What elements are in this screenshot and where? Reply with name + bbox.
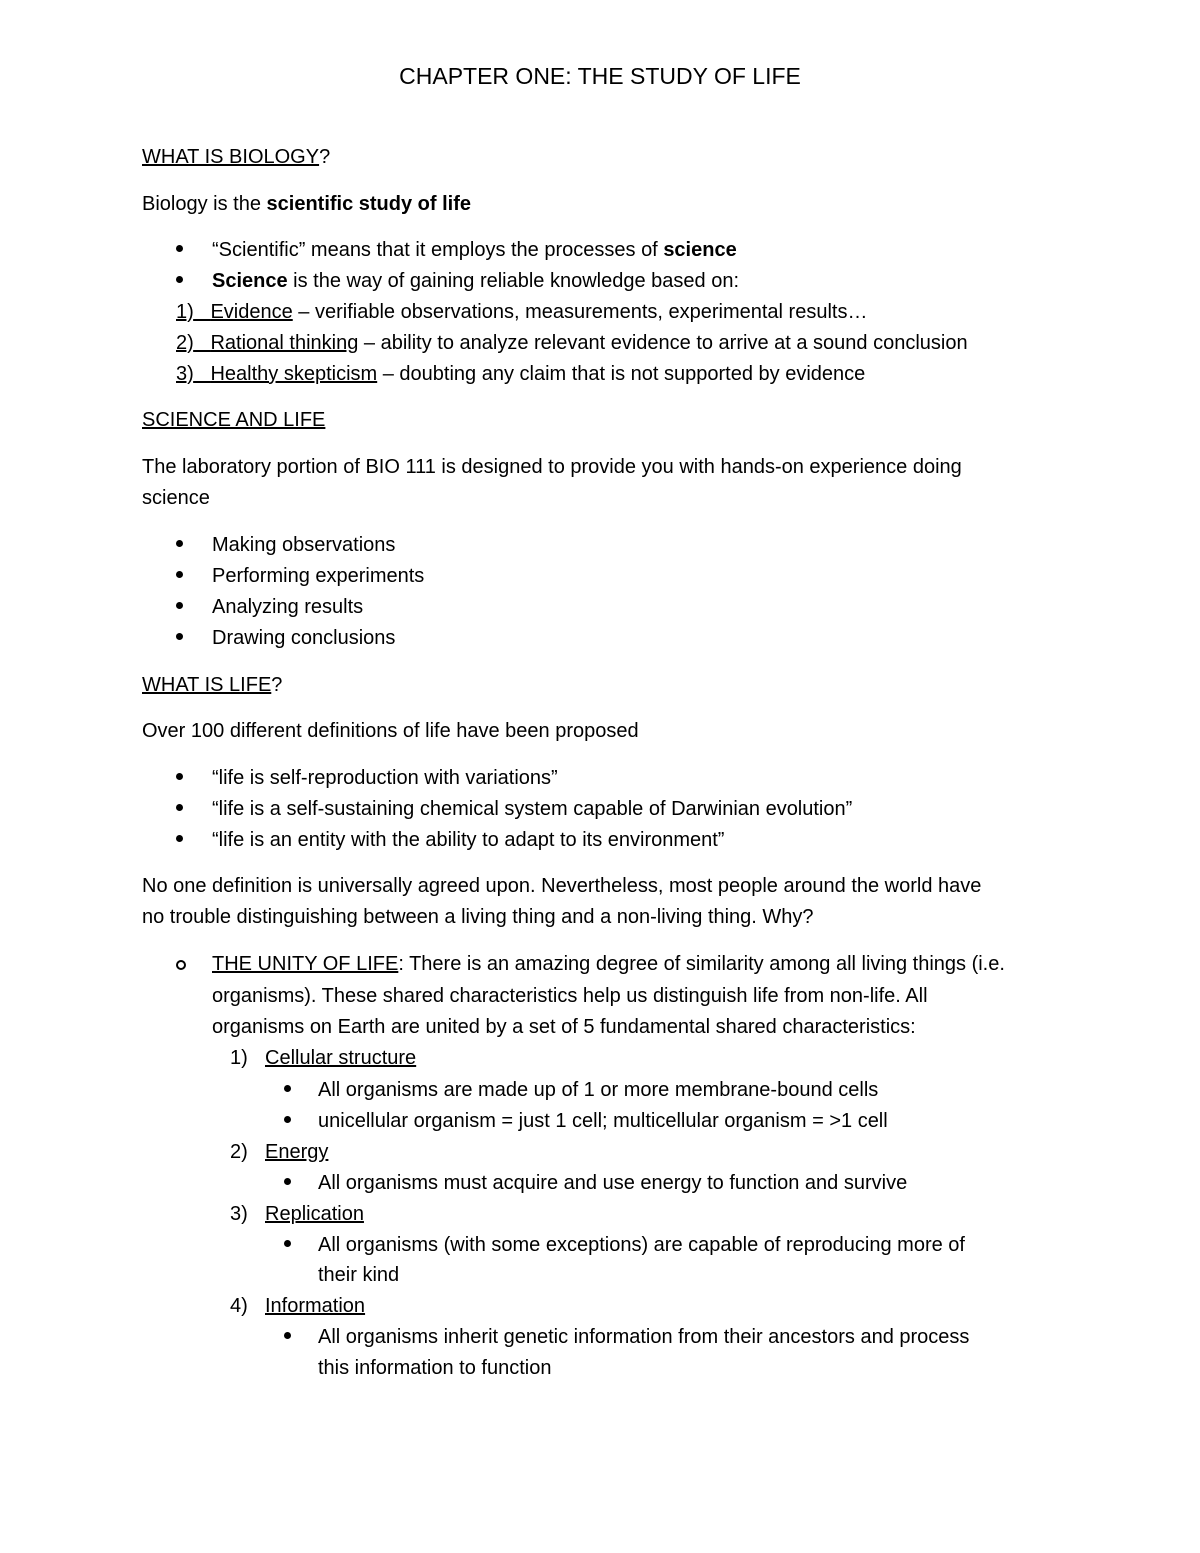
item-text: “Scientific” means that it employs the processes of xyxy=(212,239,664,261)
intro-bold: scientific study of life xyxy=(266,193,471,215)
heading-question-mark: ? xyxy=(271,674,283,696)
item-number: 3) xyxy=(176,363,194,385)
item-number: 2) xyxy=(230,1141,248,1163)
characteristic-term: Energy xyxy=(265,1141,329,1163)
list-item-continuation: their kind xyxy=(318,1264,400,1286)
list-item: All organisms are made up of 1 or more membrane-bound cells xyxy=(318,1079,879,1101)
unity-text: : There is an amazing degree of similarity among all living things (i.e. xyxy=(398,953,1005,975)
page-title: CHAPTER ONE: THE STUDY OF LIFE xyxy=(399,63,801,89)
paragraph-line: science xyxy=(142,487,210,509)
biology-definition xyxy=(142,192,471,216)
item-number: 2) xyxy=(176,332,194,354)
bullet-icon xyxy=(176,773,183,780)
paragraph-line: no trouble distinguishing between a living thing and a non-living thing. Why? xyxy=(142,906,814,928)
item-number: 3) xyxy=(230,1203,248,1225)
unity-term: THE UNITY OF LIFE xyxy=(212,953,399,975)
bullet-icon xyxy=(284,1116,291,1123)
item-number-and-term xyxy=(176,363,377,385)
paragraph-line: Over 100 different definitions of life have been proposed xyxy=(142,720,639,742)
characteristic-term: Replication xyxy=(265,1203,364,1225)
list-item xyxy=(212,269,739,293)
paragraph-line: organisms on Earth are united by a set of 5 fundamental shared characteristics: xyxy=(212,1016,916,1038)
item-text: – doubting any claim that is not supported by evidence xyxy=(377,363,866,385)
section-heading-life xyxy=(142,673,282,697)
bullet-icon xyxy=(284,1240,291,1247)
intro-text: Biology is the xyxy=(142,193,267,215)
paragraph-line: organisms). These shared characteristics help us distinguish life from non-life. All xyxy=(212,985,928,1007)
bullet-icon xyxy=(176,540,183,547)
numbered-item xyxy=(176,331,968,355)
item-term: Evidence xyxy=(210,301,293,323)
bullet-icon xyxy=(176,835,183,842)
paragraph-line: No one definition is universally agreed upon. Nevertheless, most people around the world have xyxy=(142,875,982,897)
list-item: Performing experiments xyxy=(212,565,425,587)
list-item: All organisms (with some exceptions) are capable of reproducing more of xyxy=(318,1234,965,1256)
item-term: Healthy skepticism xyxy=(210,363,378,385)
section-heading-science: SCIENCE AND LIFE xyxy=(142,409,326,431)
heading-text: WHAT IS BIOLOGY xyxy=(142,146,320,168)
list-item: Drawing conclusions xyxy=(212,627,396,649)
bullet-icon xyxy=(176,245,183,252)
bullet-icon xyxy=(176,276,183,283)
list-item: “life is an entity with the ability to adapt to its environment” xyxy=(212,829,725,851)
item-number-and-term xyxy=(176,332,358,354)
characteristic-term: Cellular structure xyxy=(265,1047,417,1069)
bullet-icon xyxy=(176,602,183,609)
list-item: Making observations xyxy=(212,534,396,556)
heading-question-mark: ? xyxy=(319,146,331,168)
circle-bullet-icon xyxy=(176,960,186,970)
item-number: 1) xyxy=(230,1047,248,1069)
item-term: Rational thinking xyxy=(210,332,359,354)
bullet-icon xyxy=(176,804,183,811)
list-item: “life is self-reproduction with variations” xyxy=(212,767,558,789)
list-item: “life is a self-sustaining chemical system capable of Darwinian evolution” xyxy=(212,798,853,820)
numbered-item xyxy=(176,300,867,324)
list-item: unicellular organism = just 1 cell; multicellular organism = >1 cell xyxy=(318,1110,888,1132)
item-text: – ability to analyze relevant evidence to arrive at a sound conclusion xyxy=(358,332,968,354)
characteristic-term: Information xyxy=(265,1295,366,1317)
heading-text: WHAT IS LIFE xyxy=(142,674,272,696)
list-item-continuation: this information to function xyxy=(318,1357,552,1379)
paragraph-line: The laboratory portion of BIO 111 is designed to provide you with hands-on experience doing xyxy=(142,456,962,478)
bullet-icon xyxy=(176,633,183,640)
item-number: 1) xyxy=(176,301,194,323)
bullet-icon xyxy=(284,1178,291,1185)
bullet-icon xyxy=(284,1332,291,1339)
item-number: 4) xyxy=(230,1295,248,1317)
bullet-icon xyxy=(176,571,183,578)
item-number-and-term xyxy=(176,301,293,323)
bullet-icon xyxy=(284,1085,291,1092)
item-bold: Science xyxy=(212,270,288,292)
list-item xyxy=(212,238,737,262)
list-item: All organisms must acquire and use energy to function and survive xyxy=(318,1172,908,1194)
unity-line xyxy=(212,952,1005,976)
item-text: – verifiable observations, measurements, experimental results… xyxy=(292,301,868,323)
item-text: is the way of gaining reliable knowledge based on: xyxy=(287,270,740,292)
numbered-item xyxy=(176,362,865,386)
section-heading-biology xyxy=(142,145,330,169)
list-item: Analyzing results xyxy=(212,596,364,618)
item-bold: science xyxy=(663,239,737,261)
list-item: All organisms inherit genetic information from their ancestors and process xyxy=(318,1326,970,1348)
